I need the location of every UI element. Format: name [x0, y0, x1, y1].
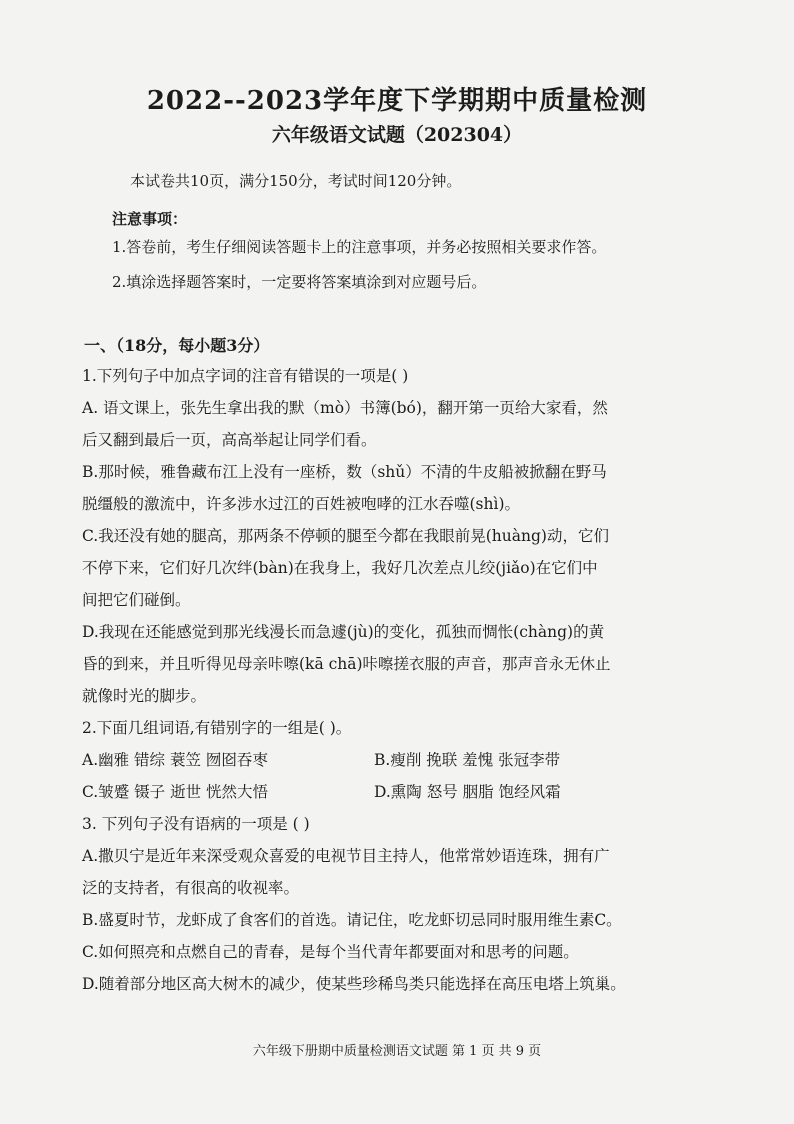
notice-item: 1.答卷前，考生仔细阅读答题卡上的注意事项，并务必按照相关要求作答。: [112, 238, 607, 256]
question-1-line: 昏的到来，并且听得见母亲咔嚓(kā chā)咔嚓搓衣服的声音，那声音永无休止: [82, 655, 611, 673]
question-3-line: A.撒贝宁是近年来深受观众喜爱的电视节目主持人，他常常妙语连珠，拥有广: [82, 847, 610, 865]
question-1-line: 间把它们碰倒。: [82, 591, 191, 609]
question-1-line: C.我还没有她的腿高，那两条不停顿的腿至今都在我眼前晃(huàng)动，它们: [82, 527, 609, 545]
question-2-stem: 2.下面几组词语,有错别字的一组是( )。: [82, 719, 352, 737]
question-block: [82, 360, 750, 1000]
question-1-line: 脱缰般的激流中，许多涉水过江的百姓被咆哮的江水吞噬(shì)。: [82, 495, 520, 513]
question-3-line: C.如何照亮和点燃自己的青春，是每个当代青年都要面对和思考的问题。: [82, 943, 579, 961]
question-3-line: D.随着部分地区高大树木的减少，使某些珍稀鸟类只能选择在高压电塔上筑巢。: [82, 975, 626, 993]
exam-title: 2022--2023学年度下学期期中质量检测: [146, 86, 648, 116]
question-2-option-d: D.熏陶 怒号 胭脂 饱经风霜: [374, 783, 561, 801]
question-2-option-b: B.瘦削 挽联 羞愧 张冠李带: [374, 751, 561, 769]
question-2-options-row: [82, 776, 750, 808]
question-3-line: B.盛夏时节，龙虾成了食客们的首选。请记住，吃龙虾切忌同时服用维生素C。: [82, 911, 622, 929]
notice-heading: 注意事项：: [112, 210, 188, 228]
question-3-line: 泛的支持者，有很高的收视率。: [82, 879, 300, 897]
section-heading: 一、（18分，每小题3分）: [84, 336, 270, 355]
question-1-line: B.那时候，雅鲁藏布江上没有一座桥，数（shǔ）不清的牛皮船被掀翻在野马: [82, 463, 607, 481]
question-2-options-row: [82, 744, 750, 776]
question-1-stem: 1.下列句子中加点字词的注音有错误的一项是( ): [82, 367, 409, 385]
question-1-line: D.我现在还能感觉到那光线漫长而急遽(jù)的变化，孤独而惆怅(chàng)的黄: [82, 623, 605, 641]
question-1-line: 就像时光的脚步。: [82, 687, 207, 705]
page-footer: 六年级下册期中质量检测语文试题 第 1 页 共 9 页: [252, 1044, 542, 1059]
question-3-stem: 3. 下列句子没有语病的一项是 ( ): [82, 815, 310, 833]
question-1-line: 不停下来，它们好几次绊(bàn)在我身上，我好几次差点儿绞(jiǎo)在它们中: [82, 559, 598, 577]
notice-item: 2.填涂选择题答案时，一定要将答案填涂到对应题号后。: [112, 273, 487, 291]
exam-subtitle: 六年级语文试题（202304）: [271, 124, 523, 146]
question-1-line: 后又翻到最后一页，高高举起让同学们看。: [82, 431, 377, 449]
question-1-line: A. 语文课上，张先生拿出我的默（mò）书簿(bó)，翻开第一页给大家看，然: [82, 399, 608, 417]
question-2-option-c: C.皱蹙 镊子 逝世 恍然大悟: [82, 783, 269, 801]
question-2-option-a: A.幽雅 错综 蓑笠 囫囵吞枣: [82, 751, 268, 769]
exam-intro: 本试卷共10页，满分150分，考试时间120分钟。: [130, 172, 462, 190]
